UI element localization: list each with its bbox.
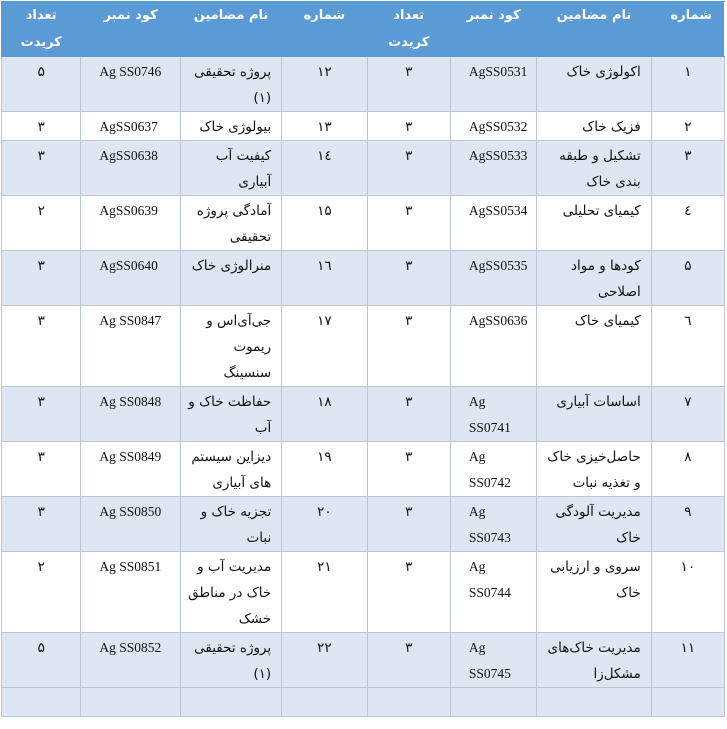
credit-count: ۳: [2, 251, 81, 306]
row-number: ۱: [651, 57, 724, 112]
row-number: ٦: [651, 306, 724, 387]
table-row: [2, 497, 725, 552]
table-row: [2, 306, 725, 387]
row-number: ۱۱: [651, 633, 724, 688]
subject-name: مدیریت خاک‌های مشکل‌زا: [537, 633, 651, 688]
course-code: Ag SS0847: [81, 306, 180, 387]
table-row: [2, 196, 725, 251]
table-row: [2, 112, 725, 141]
header-number-1: شماره: [651, 2, 724, 57]
table-row: [2, 57, 725, 112]
row-number: ۸: [651, 442, 724, 497]
course-code: Ag SS0852: [81, 633, 180, 688]
row-number: ۳: [651, 141, 724, 196]
row-number: ٤: [651, 196, 724, 251]
subject-name: فزیک خاک: [537, 112, 651, 141]
credit-count: ۳: [2, 141, 81, 196]
empty-cell: [81, 688, 180, 717]
course-code: Ag SS0744: [450, 552, 536, 633]
subject-name: بیولوژی خاک: [180, 112, 281, 141]
course-code: Ag SS0743: [450, 497, 536, 552]
table-row: [2, 141, 725, 196]
table-row: [2, 552, 725, 633]
subject-name: سروی و ارزیابی خاک: [537, 552, 651, 633]
row-number: ۱۹: [282, 442, 367, 497]
header-code-1: کود نمبر: [450, 2, 536, 57]
subject-name: مدیریت آب و خاک در مناطق خشک: [180, 552, 281, 633]
credit-count: ۳: [367, 112, 450, 141]
row-number: ۲: [651, 112, 724, 141]
subject-name: کیفیت آب آبیاری: [180, 141, 281, 196]
course-code: AgSS0532: [450, 112, 536, 141]
course-code: Ag SS0746: [81, 57, 180, 112]
course-code: AgSS0640: [81, 251, 180, 306]
credit-count: ۳: [367, 442, 450, 497]
credit-count: ۳: [367, 306, 450, 387]
course-table: [1, 1, 725, 717]
subject-name: دیزاین سیستم های آبیاری: [180, 442, 281, 497]
credit-count: ۳: [367, 57, 450, 112]
row-number: ۱٦: [282, 251, 367, 306]
row-number: ۱۲: [282, 57, 367, 112]
row-number: ۱۷: [282, 306, 367, 387]
row-number: ۱۸: [282, 387, 367, 442]
subject-name: مدیریت آلودگی خاک: [537, 497, 651, 552]
subject-name: اکولوژی خاک: [537, 57, 651, 112]
table-row: [2, 633, 725, 688]
course-code: AgSS0533: [450, 141, 536, 196]
subject-name: پروژه تحقیقی (۱): [180, 57, 281, 112]
header-subject-name-1: نام مضامین: [537, 2, 651, 57]
header-credits-1: تعداد کریدت: [367, 2, 450, 57]
row-number: ۱٤: [282, 141, 367, 196]
credit-count: ۳: [2, 306, 81, 387]
course-code: Ag SS0848: [81, 387, 180, 442]
credit-count: ۳: [367, 552, 450, 633]
table-row: [2, 442, 725, 497]
empty-row: [2, 688, 725, 717]
subject-name: منرالوژی خاک: [180, 251, 281, 306]
credit-count: ۵: [2, 57, 81, 112]
header-subject-name-2: نام مضامین: [180, 2, 281, 57]
table-row: [2, 251, 725, 306]
credit-count: ۳: [367, 633, 450, 688]
subject-name: جی‌آی‌اس و ریموت سنسینگ: [180, 306, 281, 387]
empty-cell: [282, 688, 367, 717]
credit-count: ۳: [2, 387, 81, 442]
empty-cell: [450, 688, 536, 717]
course-code: Ag SS0849: [81, 442, 180, 497]
table-row: [2, 387, 725, 442]
row-number: ۷: [651, 387, 724, 442]
credit-count: ۳: [367, 141, 450, 196]
subject-name: تشکیل و طبقه بندی خاک: [537, 141, 651, 196]
course-code: AgSS0636: [450, 306, 536, 387]
subject-name: آمادگی پروژه تحقیقی: [180, 196, 281, 251]
row-number: ۱۰: [651, 552, 724, 633]
empty-cell: [537, 688, 651, 717]
credit-count: ۳: [2, 112, 81, 141]
row-number: ۹: [651, 497, 724, 552]
course-code: AgSS0637: [81, 112, 180, 141]
row-number: ۲۲: [282, 633, 367, 688]
course-code: AgSS0535: [450, 251, 536, 306]
credit-count: ۳: [367, 387, 450, 442]
credit-count: ۲: [2, 552, 81, 633]
subject-name: تجزیه خاک و نبات: [180, 497, 281, 552]
credit-count: ۳: [367, 196, 450, 251]
course-code: AgSS0531: [450, 57, 536, 112]
subject-name: اساسات آبیاری: [537, 387, 651, 442]
empty-cell: [367, 688, 450, 717]
header-number-2: شماره: [282, 2, 367, 57]
course-code: Ag SS0742: [450, 442, 536, 497]
header-row: [2, 2, 725, 57]
subject-name: پروژه تحقیقی (۱): [180, 633, 281, 688]
course-code: AgSS0638: [81, 141, 180, 196]
course-code: Ag SS0850: [81, 497, 180, 552]
credit-count: ۳: [2, 497, 81, 552]
credit-count: ۳: [367, 251, 450, 306]
header-code-2: کود نمبر: [81, 2, 180, 57]
credit-count: ۲: [2, 196, 81, 251]
row-number: ۲۰: [282, 497, 367, 552]
subject-name: حفاظت خاک و آب: [180, 387, 281, 442]
subject-name: کیمیای تحلیلی: [537, 196, 651, 251]
empty-cell: [651, 688, 724, 717]
subject-name: کیمیای خاک: [537, 306, 651, 387]
row-number: ۲۱: [282, 552, 367, 633]
course-code: AgSS0639: [81, 196, 180, 251]
row-number: ۱۳: [282, 112, 367, 141]
credit-count: ۳: [367, 497, 450, 552]
course-code: Ag SS0851: [81, 552, 180, 633]
header-credits-2: تعداد کریدت: [2, 2, 81, 57]
course-code: AgSS0534: [450, 196, 536, 251]
subject-name: حاصل‌خیزی خاک و تغذیه نبات: [537, 442, 651, 497]
course-code: Ag SS0741: [450, 387, 536, 442]
empty-cell: [2, 688, 81, 717]
subject-name: کودها و مواد اصلاحی: [537, 251, 651, 306]
credit-count: ۳: [2, 442, 81, 497]
row-number: ۵: [651, 251, 724, 306]
row-number: ۱۵: [282, 196, 367, 251]
credit-count: ۵: [2, 633, 81, 688]
course-code: Ag SS0745: [450, 633, 536, 688]
empty-cell: [180, 688, 281, 717]
